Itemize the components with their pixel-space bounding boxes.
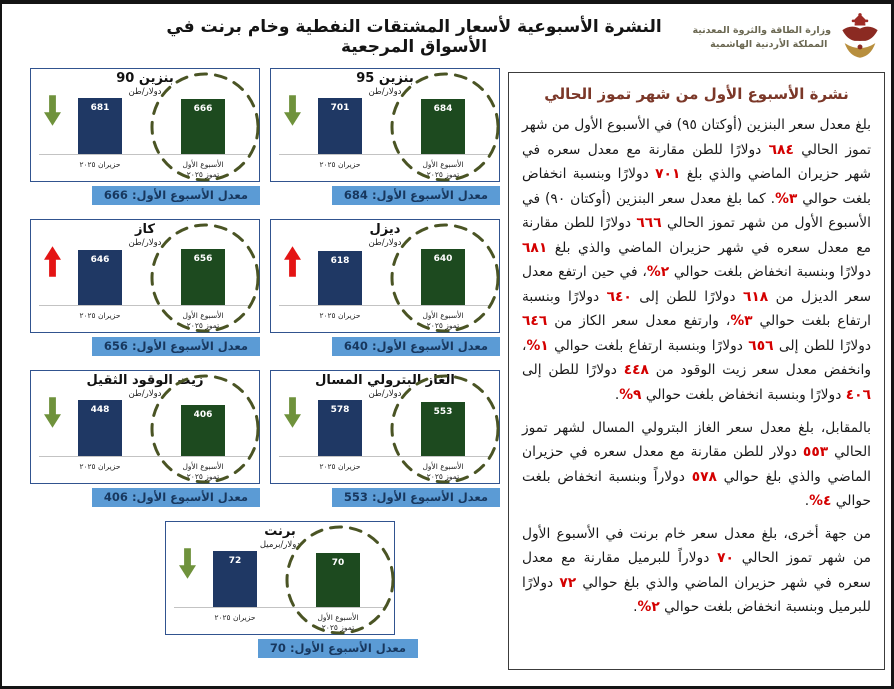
chart-card: [30, 370, 260, 484]
bar-value: 646: [90, 255, 110, 265]
banner-row: [270, 488, 500, 507]
chart-unit: دولار/طن: [368, 388, 402, 399]
banner-label: معدل الأسبوع الأول:: [371, 188, 488, 202]
banner-row: [270, 337, 500, 356]
x-label-previous-month: حزيران ٢٠٢٥: [214, 613, 256, 622]
dashed-circle-highlight-icon: [389, 71, 501, 183]
trend-arrow-icon: [284, 244, 301, 279]
dashed-circle-highlight-icon: [389, 373, 501, 485]
chart-unit: دولار/طن: [368, 237, 402, 248]
chart-card: [30, 219, 260, 333]
chart-kerosene: [30, 219, 260, 356]
chart-row: [30, 219, 500, 356]
x-label-previous-month: حزيران ٢٠٢٥: [319, 160, 361, 169]
x-label-first-week: الأسبوع الأول تموز ٢٠٢٥: [182, 462, 224, 481]
bar-value: 618: [330, 256, 350, 266]
panel-paragraph: بلغ معدل سعر البنزين (أوكتان ٩٥) في الأسبوع الأول من شهر تموز الحالي ٦٨٤ دولارًا للطن مقارنة مع معدل سعره في شهر حزيران الماضي والذي بلغ ٧٠١ دولارًا وبنسبة انخفاض بلغت حوالي ٣%. كما بلغ معدل سعر البنزين (أوكتان ٩٠) في الأسبوع الأول من شهر تموز الحالي ٦٦٦ دولارًا للطن مقارنة مع معدل سعره في شهر حزيران الماضي والذي بلغ ٦٨١ دولارًا وبنسبة انخفاض بلغت حوالي ٢%، في حين ارتفع معدل سعر الديزل من ٦١٨ دولارًا للطن إلى ٦٤٠ دولارًا وبنسبة ارتفاع بلغت حوالي ٣%، وارتفع معدل سعر الكاز من ٦٤٦ دولارًا للطن إلى ٦٥٦ دولارًا وبنسبة ارتفاع بلغت حوالي ١%، وانخفض معدل سعر زيت الوقود من ٤٤٨ دولارًا للطن إلى ٤٠٦ دولارًا وبنسبة انخفاض بلغت حوالي ٩%.: [522, 117, 872, 404]
x-label-previous-month: حزيران ٢٠٢٥: [319, 462, 361, 471]
bar-previous-month: [78, 400, 122, 456]
week-average-banner: [332, 186, 500, 205]
chart-title: زيت الوقود الثقيل: [86, 373, 204, 388]
chart-title: ديزل: [369, 222, 401, 237]
banner-label: معدل الأسبوع الأول:: [371, 339, 488, 353]
bar-previous-month: [78, 98, 122, 154]
bar-value: 72: [228, 556, 242, 566]
week-average-banner: [332, 488, 500, 507]
bar-value: 553: [433, 407, 453, 417]
banner-row: [270, 186, 500, 205]
chart-brent: [165, 521, 406, 658]
x-label-previous-month: حزيران ٢٠٢٥: [79, 160, 121, 169]
kingdom-name-label: المملكة الأردنية الهاشمية: [710, 38, 828, 50]
charts-grid: [12, 68, 500, 672]
bar-previous-month: [78, 250, 122, 305]
panel-paragraph: بالمقابل، بلغ معدل سعر الغاز البترولي المسال لشهر تموز الحالي ٥٥٣ دولار للطن مقارنة مع معدل سعره في حزيران الماضي والذي بلغ حوالي ٥٧٨ دولاراً وبنسبة انخفاض بلغت حوالي ٤%.: [522, 419, 871, 510]
banner-label: معدل الأسبوع الأول:: [371, 490, 488, 504]
banner-value: 666: [103, 188, 128, 202]
chart-unit: دولار/طن: [128, 237, 162, 248]
chart-card: [270, 68, 500, 182]
chart-diesel: [270, 219, 500, 356]
bar-value: 666: [193, 104, 213, 114]
panel-paragraphs: [522, 113, 871, 620]
page-title: النشرة الأسبوعية لأسعار المشتقات النفطية وخام برنت في الأسواق المرجعية: [166, 17, 662, 57]
chart-row: [30, 370, 500, 507]
bar-previous-month: [318, 98, 362, 154]
x-label-previous-month: حزيران ٢٠٢٥: [79, 462, 121, 471]
week-average-banner: [92, 488, 260, 507]
banner-label: معدل الأسبوع الأول:: [131, 188, 248, 202]
panel-title: نشرة الأسبوع الأول من شهر تموز الحالي: [544, 85, 849, 103]
banner-value: 640: [343, 339, 368, 353]
trend-arrow-icon: [284, 395, 301, 430]
chart-card: [165, 521, 395, 635]
week-average-banner: [258, 639, 418, 658]
dashed-circle-highlight-icon: [149, 373, 261, 485]
bar-value: 406: [193, 410, 213, 420]
bar-value: 684: [433, 104, 453, 114]
jordan-crest-icon: [837, 11, 883, 63]
banner-row: [188, 639, 418, 658]
chart-heavy-fuel-oil: [30, 370, 260, 507]
x-label-first-week: الأسبوع الأول تموز ٢٠٢٥: [422, 160, 464, 179]
panel-paragraph: من جهة أخرى، بلغ معدل سعر خام برنت في الأسبوع الأول من شهر تموز الحالي ٧٠ دولاراً للبرميل مقارنة مع معدل سعره في شهر حزيران الماضي والذي بلغ حوالي ٧٢ دولارًا للبرميل وبنسبة انخفاض بلغت حوالي ٢%.: [522, 525, 871, 616]
dashed-circle-highlight-icon: [284, 524, 396, 636]
banner-row: [30, 488, 260, 507]
chart-card: [30, 68, 260, 182]
ministry-name-label: وزارة الطاقة والثروة المعدنية: [692, 24, 831, 36]
x-label-first-week: الأسبوع الأول تموز ٢٠٢٥: [422, 311, 464, 330]
trend-arrow-icon: [179, 546, 196, 581]
bar-value: 681: [90, 103, 110, 113]
chart-unit: دولار/طن: [128, 86, 162, 97]
week-average-banner: [332, 337, 500, 356]
bar-previous-month: [318, 251, 362, 305]
chart-row: [30, 68, 500, 205]
banner-row: [30, 337, 260, 356]
bar-value: 578: [330, 405, 350, 415]
x-label-first-week: الأسبوع الأول تموز ٢٠٢٥: [182, 160, 224, 179]
banner-value: 70: [269, 641, 286, 655]
trend-arrow-icon: [44, 395, 61, 430]
banner-label: معدل الأسبوع الأول:: [289, 641, 406, 655]
x-label-previous-month: حزيران ٢٠٢٥: [319, 311, 361, 320]
chart-row: [30, 521, 500, 658]
bar-value: 640: [433, 254, 453, 264]
chart-title: بنزين 95: [356, 71, 414, 86]
x-label-first-week: الأسبوع الأول تموز ٢٠٢٥: [182, 311, 224, 330]
chart-unit: دولار/طن: [128, 388, 162, 399]
x-label-first-week: الأسبوع الأول تموز ٢٠٢٥: [422, 462, 464, 481]
trend-arrow-icon: [284, 93, 301, 128]
weekly-bulletin-panel: [508, 72, 885, 670]
chart-lpg: [270, 370, 500, 507]
banner-label: معدل الأسبوع الأول:: [131, 339, 248, 353]
bar-value: 656: [193, 254, 213, 264]
banner-row: [30, 186, 260, 205]
banner-value: 406: [103, 490, 128, 504]
header: [2, 4, 891, 66]
chart-card: [270, 370, 500, 484]
chart-title: الغاز البترولي المسال: [315, 373, 455, 388]
bar-previous-month: [318, 400, 362, 456]
chart-card: [270, 219, 500, 333]
banner-value: 684: [343, 188, 368, 202]
trend-arrow-icon: [44, 244, 61, 279]
x-label-previous-month: حزيران ٢٠٢٥: [79, 311, 121, 320]
x-label-first-week: الأسبوع الأول تموز ٢٠٢٥: [317, 613, 359, 632]
bar-value: 448: [90, 405, 110, 415]
ministry-logo: [688, 11, 883, 63]
banner-value: 656: [103, 339, 128, 353]
chart-unit: دولار/برميل: [259, 539, 301, 550]
week-average-banner: [92, 186, 260, 205]
week-average-banner: [92, 337, 260, 356]
content: [2, 66, 891, 672]
chart-title: بنزين 90: [116, 71, 174, 86]
chart-title: برنت: [264, 524, 296, 539]
chart-unit: دولار/طن: [368, 86, 402, 97]
banner-value: 553: [343, 490, 368, 504]
bar-previous-month: [213, 551, 257, 607]
chart-title: كاز: [135, 222, 155, 237]
chart-benzin-90: [30, 68, 260, 205]
dashed-circle-highlight-icon: [389, 222, 501, 334]
banner-label: معدل الأسبوع الأول:: [131, 490, 248, 504]
trend-arrow-icon: [44, 93, 61, 128]
bar-value: 70: [331, 558, 345, 568]
bar-value: 701: [330, 103, 350, 113]
dashed-circle-highlight-icon: [149, 71, 261, 183]
dashed-circle-highlight-icon: [149, 222, 261, 334]
ministry-logo-text: [692, 25, 831, 50]
chart-benzin-95: [270, 68, 500, 205]
